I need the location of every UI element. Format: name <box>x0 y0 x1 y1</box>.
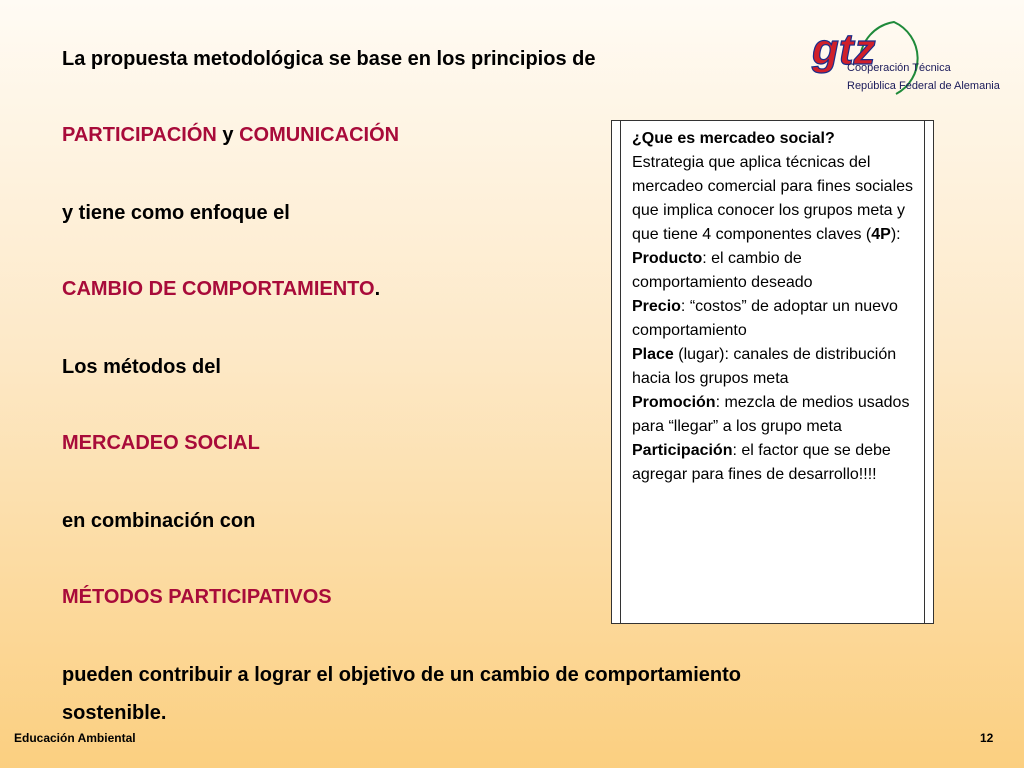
box-item-participacion <box>632 439 917 487</box>
logo-line-2: República Federal de Alemania <box>847 80 1000 92</box>
conjunction-text: y <box>216 124 240 146</box>
cambio-text: CAMBIO DE COMPORTAMIENTO <box>62 278 375 300</box>
comunicacion-text: COMUNICACIÓN <box>239 124 400 146</box>
box-question <box>632 127 917 151</box>
box-item-term: Promoción <box>632 394 716 411</box>
box-item-text: : mezcla de medios usados para “llegar” a los grupo meta <box>632 394 910 435</box>
conclusion-line-1: pueden contribuir a lograr el objetivo de un cambio de comportamiento <box>62 664 741 686</box>
box-definition-close: ): <box>890 226 901 243</box>
box-content <box>632 127 917 487</box>
logo-line-1: Cooperación Técnica <box>847 62 951 74</box>
enfoque-text: y tiene como enfoque el <box>62 202 290 224</box>
box-4p: 4P <box>871 226 891 243</box>
box-item-term: Participación <box>632 442 733 459</box>
box-item-text: : el cambio de comportamiento deseado <box>632 250 813 291</box>
conclusion-line-2: sostenible. <box>62 702 167 724</box>
cambio-line <box>62 278 380 301</box>
box-definition <box>632 151 917 247</box>
mercadeo-social-box <box>611 120 934 624</box>
box-item-term: Producto <box>632 250 703 267</box>
gtz-brand-text: gtz <box>812 25 876 74</box>
box-item-text: : “costos” de adoptar un nuevo comportamiento <box>632 298 898 339</box>
box-definition-text: Estrategia que aplica técnicas del mercadeo comercial para fines sociales que implica conocer los grupos meta y que tiene 4 componentes claves ( <box>632 154 914 243</box>
participacion-text: PARTICIPACIÓN <box>62 124 217 146</box>
metodos-del-text: Los métodos del <box>62 356 221 378</box>
mercadeo-text: MERCADEO SOCIAL <box>62 432 260 454</box>
box-item-term: Place <box>632 346 674 363</box>
box-item-promocion <box>632 391 917 439</box>
cambio-period: . <box>374 278 381 300</box>
intro-text: La propuesta metodológica se base en los principios de <box>62 48 596 70</box>
box-inner-border-left <box>620 121 621 623</box>
metodos-participativos-text: MÉTODOS PARTICIPATIVOS <box>62 586 332 608</box>
page-number: 12 <box>980 731 994 745</box>
box-item-precio <box>632 295 917 343</box>
box-question-text: ¿Que es mercadeo social? <box>632 130 835 147</box>
box-item-term: Precio <box>632 298 681 315</box>
box-item-producto <box>632 247 917 295</box>
box-item-text: : el factor que se debe agregar para fines de desarrollo!!!! <box>632 442 891 483</box>
principles-line <box>62 124 399 147</box>
box-item-place <box>632 343 917 391</box>
box-item-text: (lugar): canales de distribución hacia los grupos meta <box>632 346 897 387</box>
footer-title: Educación Ambiental <box>14 731 136 745</box>
box-inner-border-right <box>924 121 925 623</box>
combinacion-text: en combinación con <box>62 510 256 532</box>
